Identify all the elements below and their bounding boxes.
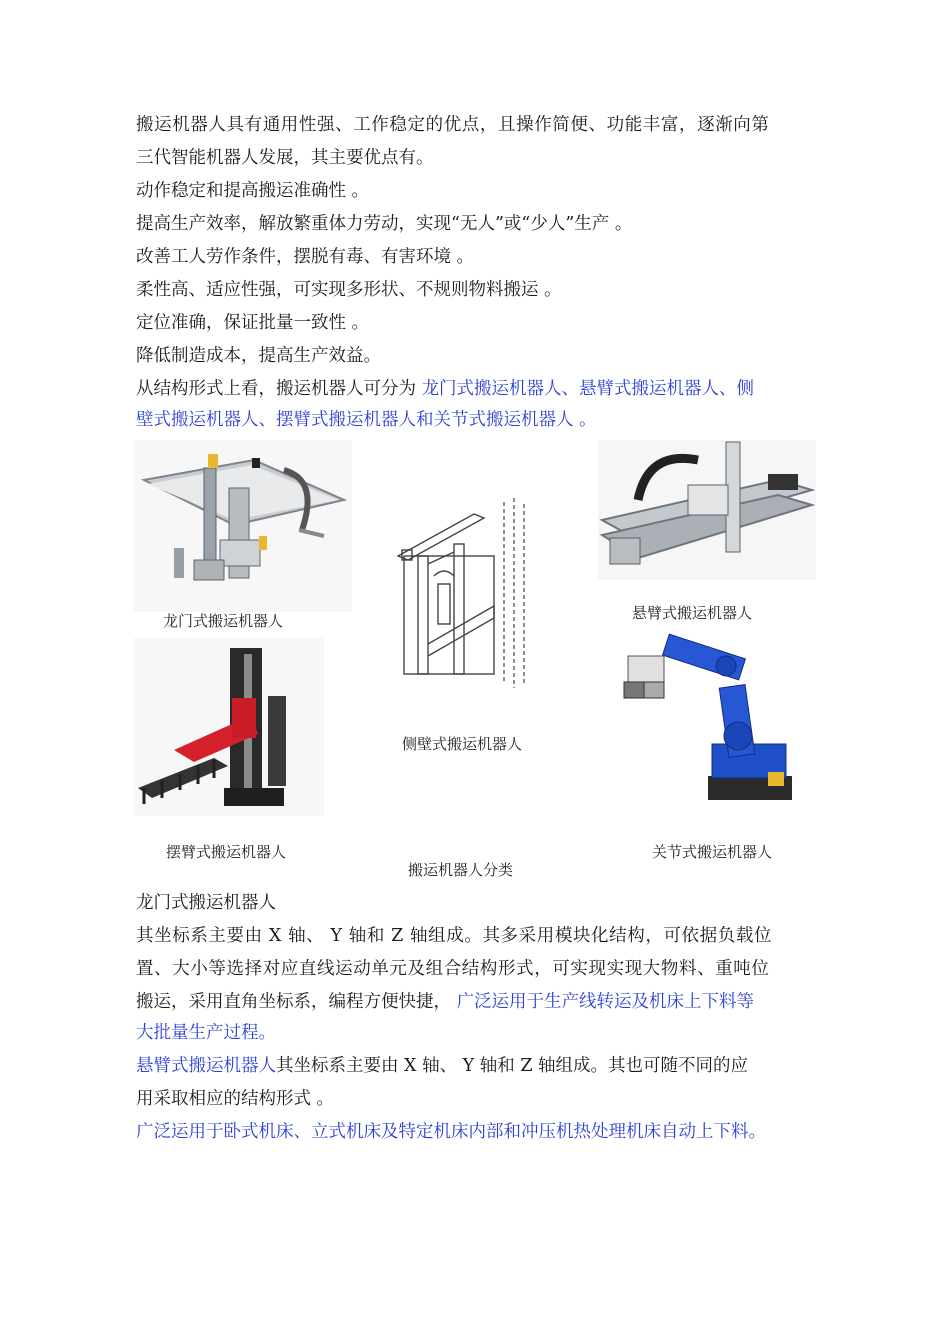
cantilever-robot-image <box>598 440 816 580</box>
types-intro-text: 从结构形式上看，搬运机器人可分为 <box>136 379 422 399</box>
paragraph-cantilever-line-2: 用采取相应的结构形式 。 <box>136 1089 335 1109</box>
advantage-item-1: 动作稳定和提高搬运准确性 。 <box>136 181 370 201</box>
caption-swing-arm: 摆臂式搬运机器人 <box>166 843 287 861</box>
gantry-robot-image <box>134 440 352 612</box>
gantry-application-link[interactable]: 广泛运用于生产线转运及机床上下料等 <box>456 992 755 1012</box>
side-wall-robot-image <box>394 494 530 690</box>
paragraph-intro-line-2: 三代智能机器人发展，其主要优点有。 <box>136 148 434 168</box>
section-heading-gantry: 龙门式搬运机器人 <box>136 893 276 913</box>
advantage-item-6: 降低制造成本，提高生产效益。 <box>136 346 381 366</box>
caption-articulated: 关节式搬运机器人 <box>652 843 773 861</box>
paragraph-gantry-line-2: 置、大小等选择对应直线运动单元及组合结构形式，可实现实现大物料、重吨位 <box>136 959 770 979</box>
paragraph-gantry-line-1: 其坐标系主要由 X 轴、 Y 轴和 Z 轴组成。其多采用模块化结构，可依据负载位 <box>136 926 773 946</box>
caption-side-wall: 侧壁式搬运机器人 <box>402 735 523 753</box>
caption-cantilever: 悬臂式搬运机器人 <box>632 604 753 622</box>
advantage-item-4: 柔性高、适应性强，可实现多形状、不规则物料搬运 。 <box>136 280 562 300</box>
gantry-line-3-text: 搬运，采用直角坐标系，编程方便快捷， <box>136 992 457 1012</box>
advantage-item-2: 提高生产效率，解放繁重体力劳动，实现“无人”或“少人”生产 。 <box>136 214 633 234</box>
paragraph-gantry-line-3 <box>136 990 754 1014</box>
paragraph-cantilever-application[interactable]: 广泛运用于卧式机床、立式机床及特定机床内部和冲压机热处理机床自动上下料。 <box>136 1122 766 1142</box>
cantilever-heading-link[interactable]: 悬臂式搬运机器人 <box>136 1056 276 1076</box>
cantilever-line-1-text: 其坐标系主要由 X 轴、 Y 轴和 Z 轴组成。其也可随不同的应 <box>276 1056 749 1076</box>
paragraph-intro-line-1: 搬运机器人具有通用性强、工作稳定的优点，且操作简便、功能丰富，逐渐向第 <box>136 115 770 135</box>
paragraph-types-line-1 <box>136 377 754 401</box>
swing-arm-robot-image <box>134 638 324 816</box>
paragraph-cantilever-line-1 <box>136 1054 748 1078</box>
figure-caption: 搬运机器人分类 <box>408 861 514 879</box>
advantage-item-5: 定位准确，保证批量一致性 。 <box>136 313 370 333</box>
paragraph-types-line-2[interactable]: 壁式搬运机器人、摆臂式搬运机器人和关节式搬运机器人 。 <box>136 410 597 430</box>
caption-gantry: 龙门式搬运机器人 <box>163 612 284 630</box>
advantage-item-3: 改善工人劳作条件，摆脱有毒、有害环境 。 <box>136 247 475 267</box>
types-list-link[interactable]: 龙门式搬运机器人、悬臂式搬运机器人、侧 <box>421 379 755 399</box>
articulated-robot-image <box>608 626 808 802</box>
paragraph-gantry-line-4[interactable]: 大批量生产过程。 <box>136 1023 276 1043</box>
